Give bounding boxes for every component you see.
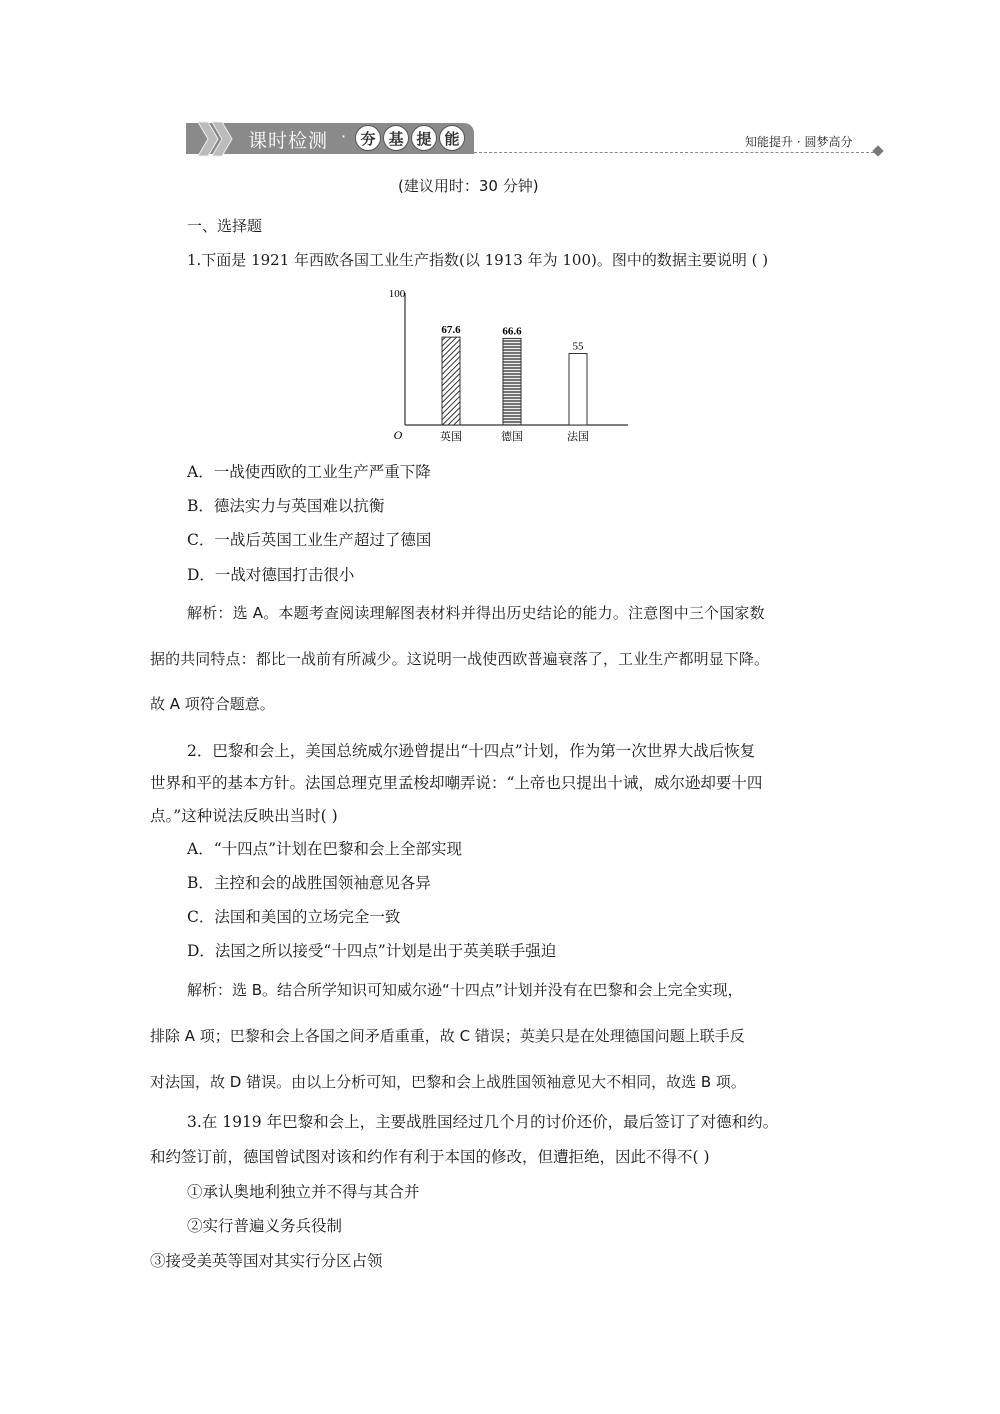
x-tick-label: 法国: [567, 430, 589, 443]
q1-analysis-line: 故 A 项符合题意。: [150, 695, 275, 713]
q3-item: ②实行普遍义务兵役制: [187, 1217, 343, 1235]
q2-stem-line: 点。”这种说法反映出当时( ): [150, 807, 338, 825]
double-chevron-icon: [196, 120, 236, 158]
bar: [442, 337, 460, 425]
q2-stem-line: 世界和平的基本方针。法国总理克里孟梭却嘲弄说：“上帝也只提出十诫，威尔逊却要十四: [150, 774, 763, 792]
q1-analysis-line: 据的共同特点：都比一战前有所减少。这说明一战使西欧普遍衰落了，工业生产都明显下降。: [150, 650, 770, 668]
badge-char: 基: [383, 125, 409, 151]
section-title: 一、选择题: [187, 217, 263, 235]
q2-stem-line: 2．巴黎和会上，美国总统威尔逊曾提出“十四点”计划，作为第一次世界大战后恢复: [187, 742, 756, 760]
q1-option-d: D．一战对德国打击很小: [187, 566, 355, 584]
diamond-icon: [872, 145, 883, 156]
bar-value-label: 55: [572, 340, 584, 353]
q3-item: ③接受美英等国对其实行分区占领: [150, 1252, 383, 1270]
q2-analysis-line: 解析：选 B。结合所学知识可知威尔逊“十四点”计划并没有在巴黎和会上完全实现，: [187, 981, 743, 999]
bar-value-label: 67.6: [441, 324, 461, 337]
x-tick-label: 德国: [501, 430, 523, 443]
q1-stem: 1.下面是 1921 年西欧各国工业生产指数(以 1913 年为 100)。图中的数据主要说明 ( ): [187, 251, 769, 269]
header-slogan: 知能提升 · 圆梦高分: [745, 135, 853, 149]
q2-option-d: D．法国之所以接受“十四点”计划是出于英美联手强迫: [187, 942, 557, 960]
suggested-time: (建议用时：30 分钟): [398, 177, 539, 195]
q2-option-b: B．主控和会的战胜国领袖意见各异: [187, 874, 431, 892]
header-title: 课时检测: [248, 130, 329, 152]
badge-char: 能: [439, 125, 465, 151]
q3-item: ①承认奥地利独立并不得与其合并: [187, 1183, 420, 1201]
q2-analysis-line: 对法国，故 D 错误。由以上分析可知，巴黎和会上战胜国领袖意见大不相同，故选 B 项。: [150, 1073, 746, 1091]
q3-stem-line: 3.在 1919 年巴黎和会上，主要战胜国经过几个月的讨价还价，最后签订了对德和约。: [187, 1113, 779, 1131]
bar: [503, 338, 521, 425]
q2-option-a: A．“十四点”计划在巴黎和会上全部实现: [187, 840, 463, 858]
bar: [569, 354, 587, 426]
q1-analysis-line: 解析：选 A。本题考查阅读理解图表材料并得出历史结论的能力。注意图中三个国家数: [187, 604, 765, 622]
q1-bar-chart: [380, 283, 640, 448]
q2-option-c: C．法国和美国的立场完全一致: [187, 908, 401, 926]
x-tick-label: 英国: [440, 430, 462, 443]
q1-option-a: A．一战使西欧的工业生产严重下降: [187, 463, 431, 481]
q3-stem-line: 和约签订前，德国曾试图对该和约作有利于本国的修改，但遭拒绝，因此不得不( ): [150, 1148, 710, 1166]
header-badges: [355, 125, 465, 151]
q2-analysis-line: 排除 A 项；巴黎和会上各国之间矛盾重重，故 C 错误；英美只是在处理德国问题上联手反: [150, 1027, 745, 1045]
header-dot: ·: [341, 127, 347, 146]
q1-option-c: C．一战后英国工业生产超过了德国: [187, 531, 432, 549]
bar-value-label: 66.6: [502, 325, 522, 338]
origin-label: O: [393, 428, 403, 442]
header-divider: [474, 152, 874, 153]
badge-char: 夯: [355, 125, 381, 151]
badge-char: 提: [411, 125, 437, 151]
q1-option-b: B．德法实力与英国难以抗衡: [187, 497, 385, 515]
y-tick-label: 100: [388, 288, 406, 300]
